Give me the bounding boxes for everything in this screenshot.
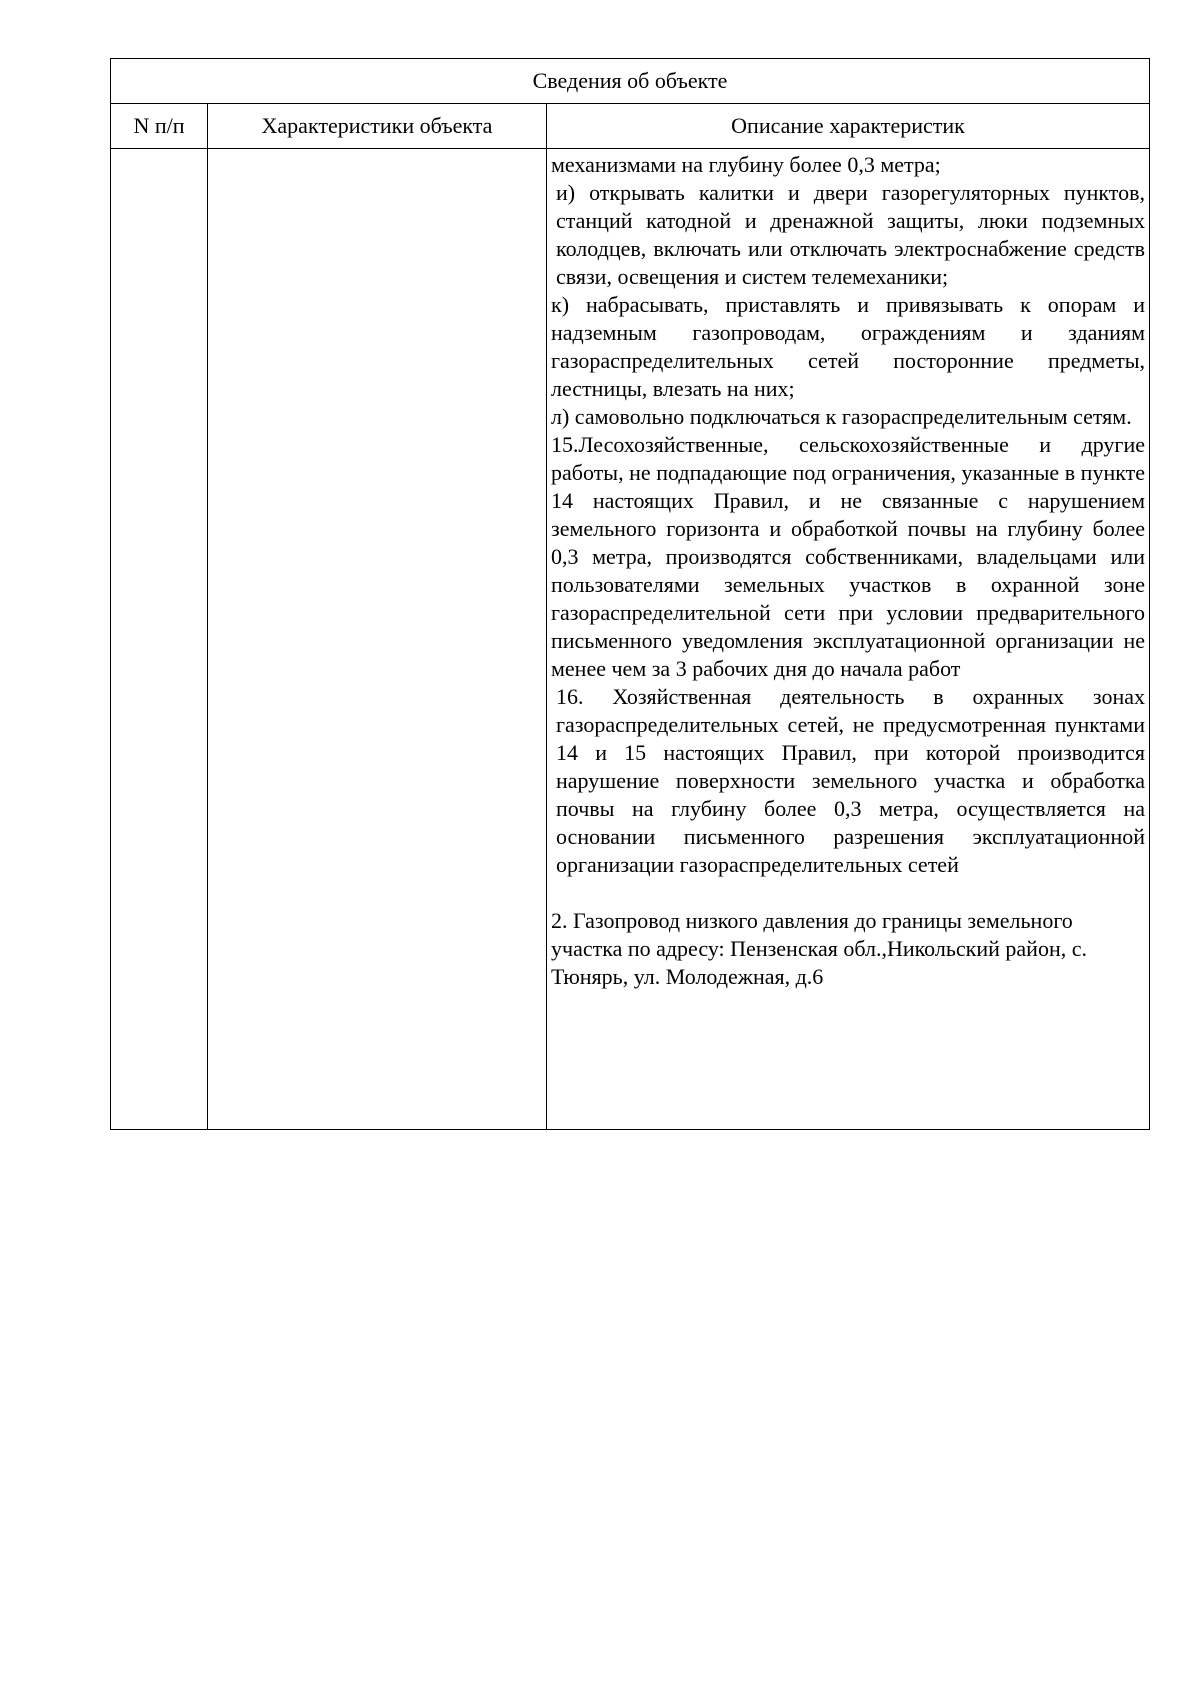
final-item-paragraph: 2. Газопровод низкого давления до границы земельного участка по адресу: Пензенская обл.,Никольский район, с. Тюнярь, ул. Молодежная, д.6 [551,908,1087,989]
table-title-row [111,59,1150,104]
description-paragraph: и) открывать калитки и двери газорегуляторных пунктов, станций катодной и дренажной защиты, люки подземных колодцев, включать или отключать электроснабжение средств связи, освещения и систем телемеханики; [556,180,1145,289]
table-row [111,149,1150,1130]
cell-characteristics [208,149,547,1130]
description-paragraph: л) самовольно подключаться к газораспределительным сетям. [551,404,1132,429]
description-paragraph: 16. Хозяйственная деятельность в охранных зонах газораспределительных сетей, не предусмотренная пунктами 14 и 15 настоящих Правил, при которой производится нарушение поверхности земельного участка и обработка почвы на глубину более 0,3 метра, осуществляется на основании письменного разрешения эксплуатационной организации газораспределительных сетей [556,684,1145,877]
table-header-row [111,104,1150,149]
object-info-table [110,58,1150,1130]
header-description: Описание характеристик [547,104,1150,149]
description-paragraph: к) набрасывать, приставлять и привязывать к опорам и надземным газопроводам, ограждениям и зданиям газораспределительных сетей посторонние предметы, лестницы, влезать на них; [551,292,1145,401]
cell-description [547,149,1150,1130]
cell-num [111,149,208,1130]
paragraph-spacer [551,879,1145,907]
table-title: Сведения об объекте [111,59,1150,104]
header-characteristics: Характеристики объекта [208,104,547,149]
description-paragraph: механизмами на глубину более 0,3 метра; [551,152,941,177]
description-paragraph: 15.Лесохозяйственные, сельскохозяйственные и другие работы, не подпадающие под ограничения, указанные в пункте 14 настоящих Правил, и не связанные с нарушением земельного горизонта и обработкой почвы на глубину более 0,3 метра, производятся собственниками, владельцами или пользователями земельных участков в охранной зоне газораспределительной сети при условии предварительного письменного уведомления эксплуатационной организации не менее чем за 3 рабочих дня до начала работ [551,432,1145,681]
header-num: N п/п [111,104,208,149]
